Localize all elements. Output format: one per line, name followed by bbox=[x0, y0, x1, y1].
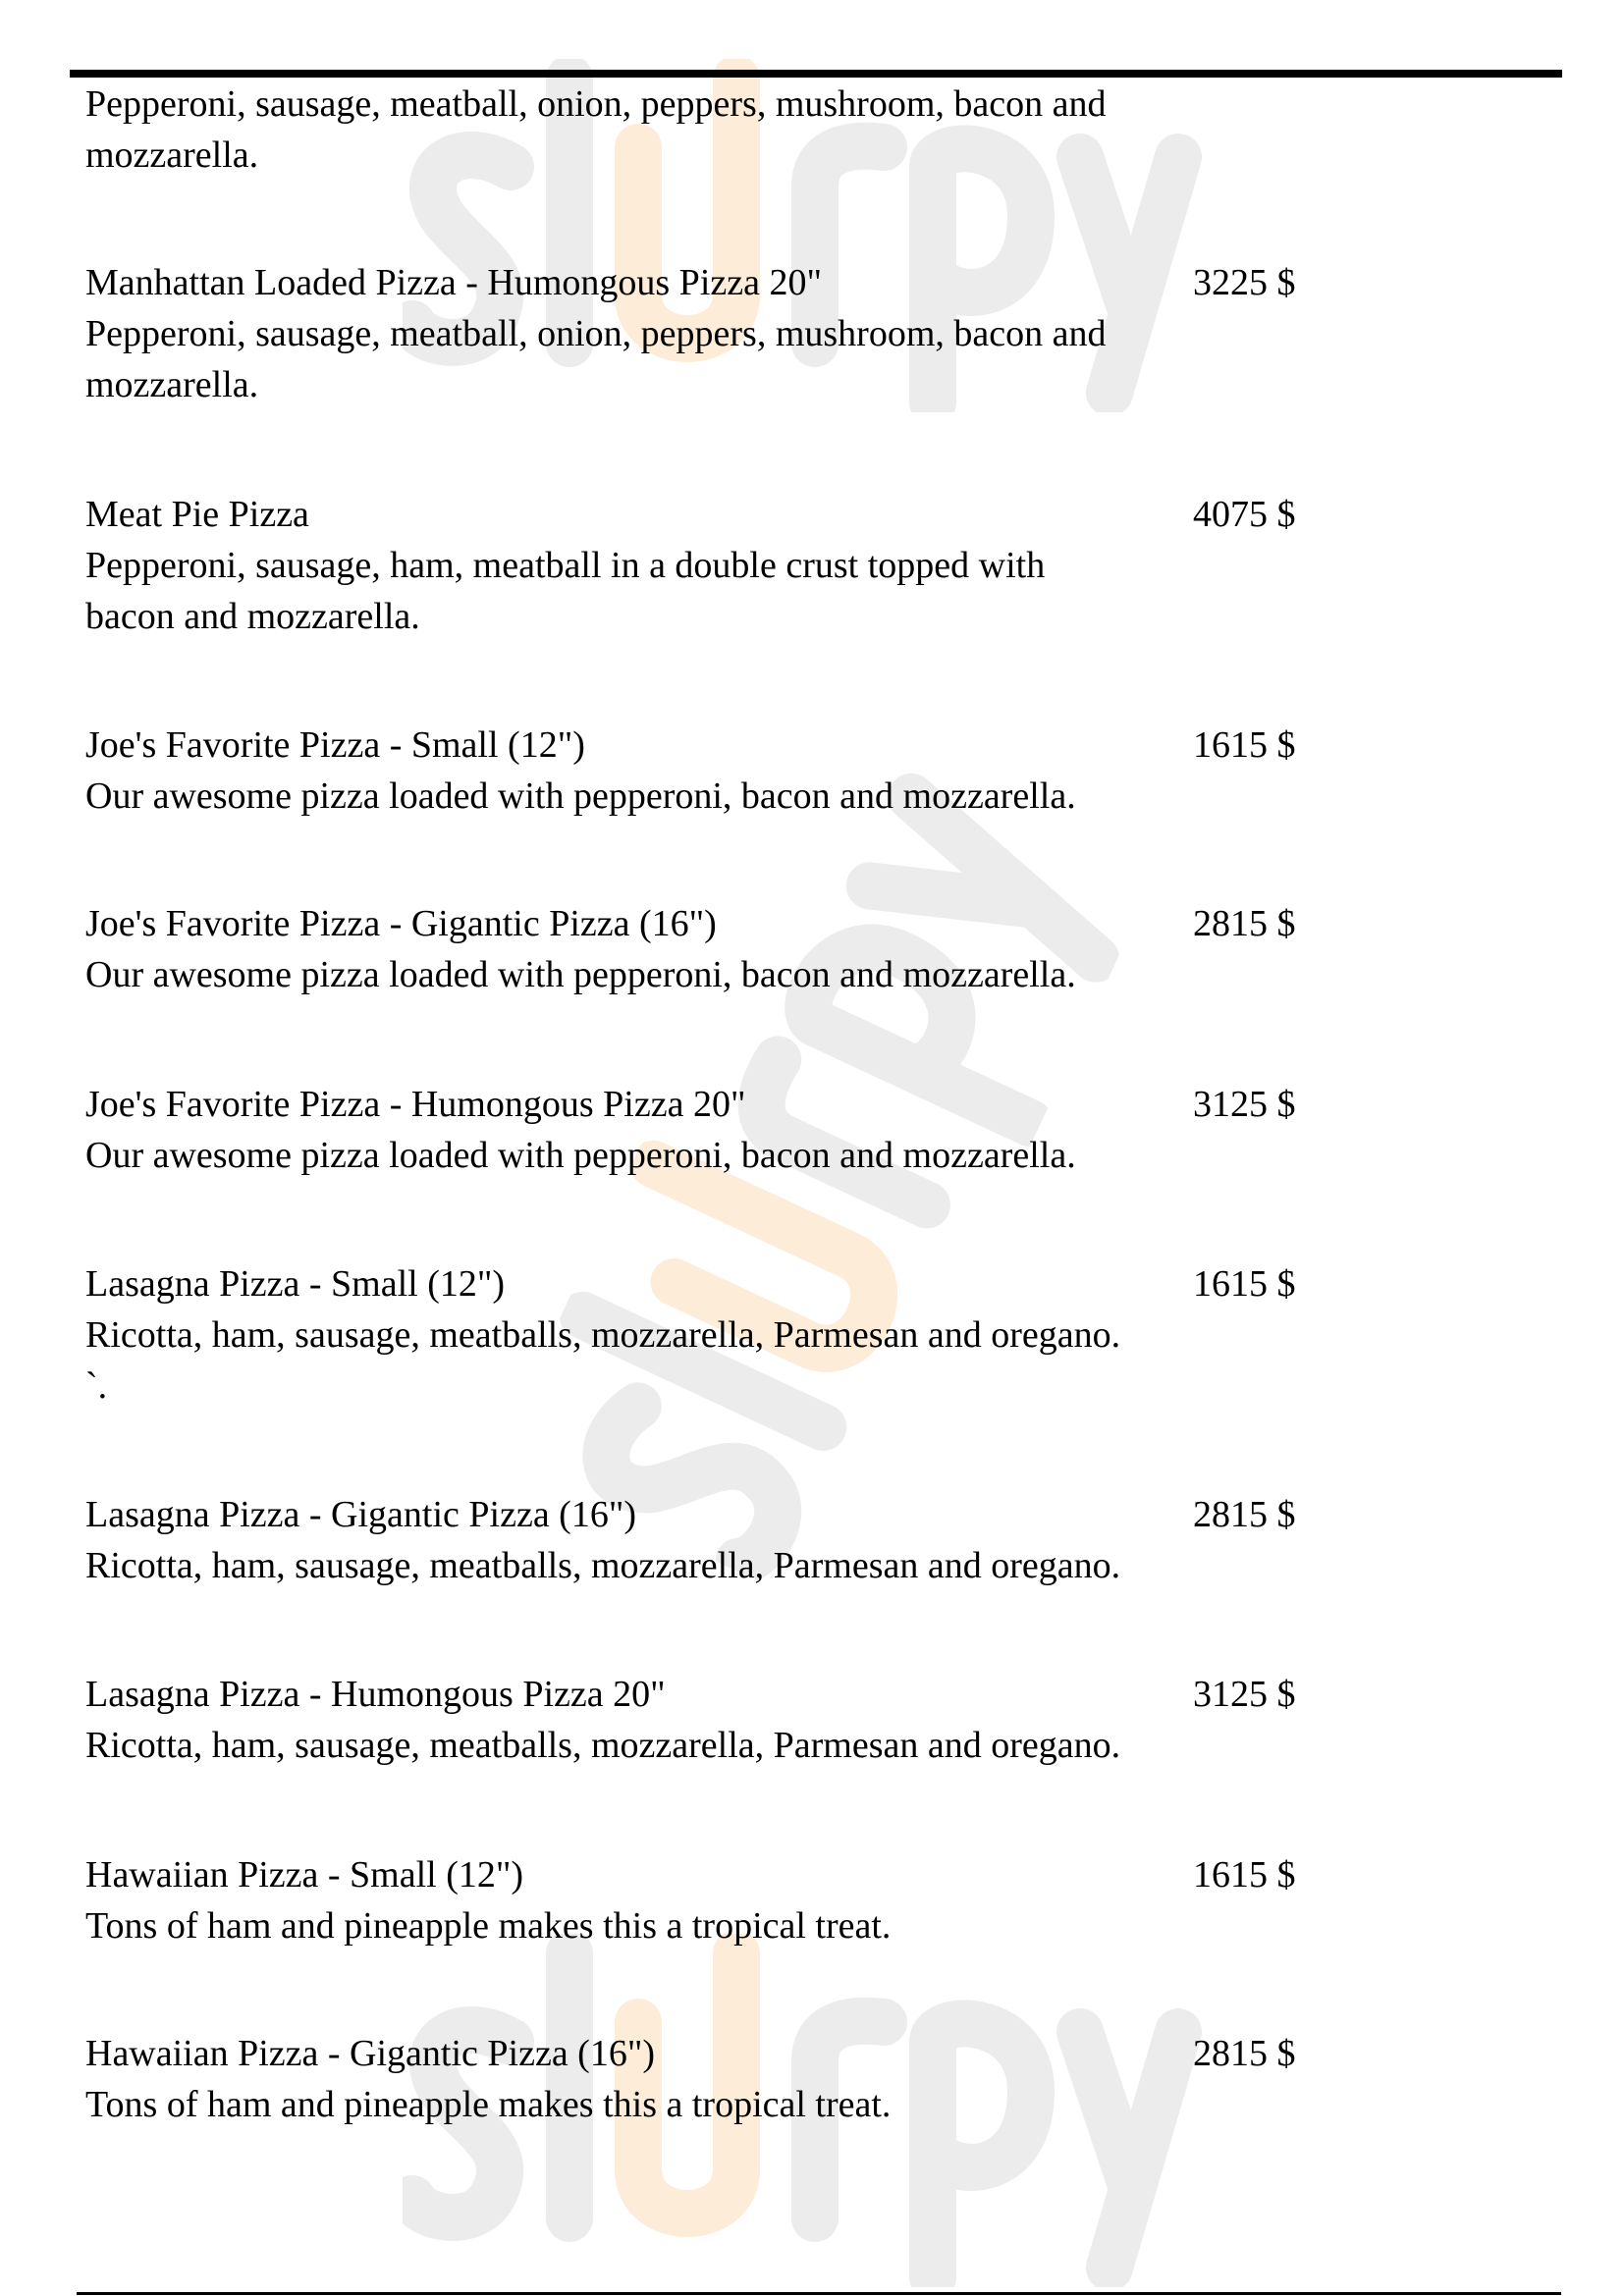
item-description: Pepperoni, sausage, meatball, onion, peppers, mushroom, bacon and mozzarella. bbox=[85, 83, 1107, 176]
item-title: Joe's Favorite Pizza - Small (12") bbox=[85, 724, 585, 766]
menu-item bbox=[85, 720, 1558, 822]
item-price: 2815 $ bbox=[1193, 903, 1296, 944]
top-divider bbox=[70, 70, 1562, 78]
item-price: 2815 $ bbox=[1193, 2033, 1296, 2074]
item-title: Manhattan Loaded Pizza - Humongous Pizza 20" bbox=[85, 262, 822, 303]
item-header bbox=[85, 1079, 1558, 1130]
item-description: Pepperoni, sausage, ham, meatball in a double crust topped with bacon and mozzarella. bbox=[85, 545, 1046, 637]
item-description: Our awesome pizza loaded with pepperoni, bacon and mozzarella. bbox=[85, 775, 1076, 817]
menu-item bbox=[85, 79, 1558, 181]
menu-item bbox=[85, 2028, 1558, 2130]
item-header bbox=[85, 1489, 1558, 1540]
menu-item bbox=[85, 1079, 1558, 1181]
item-header bbox=[85, 1669, 1558, 1720]
item-description: Tons of ham and pineapple makes this a tropical treat. bbox=[85, 1905, 892, 1947]
item-title: Hawaiian Pizza - Gigantic Pizza (16") bbox=[85, 2033, 656, 2074]
item-title: Meat Pie Pizza bbox=[85, 494, 309, 535]
item-description: Ricotta, ham, sausage, meatballs, mozzarella, Parmesan and oregano. bbox=[85, 1545, 1121, 1586]
item-header bbox=[85, 257, 1558, 308]
item-header bbox=[85, 2028, 1558, 2079]
item-description: Ricotta, ham, sausage, meatballs, mozzarella, Parmesan and oregano. bbox=[85, 1725, 1121, 1766]
menu-item bbox=[85, 1669, 1558, 1771]
menu-item bbox=[85, 1849, 1558, 1951]
menu-item bbox=[85, 257, 1558, 410]
item-price: 3225 $ bbox=[1193, 262, 1296, 303]
item-header bbox=[85, 1258, 1558, 1309]
item-price: 2815 $ bbox=[1193, 1494, 1296, 1535]
item-price: 4075 $ bbox=[1193, 494, 1296, 535]
item-description: Pepperoni, sausage, meatball, onion, peppers, mushroom, bacon and mozzarella. bbox=[85, 313, 1107, 405]
menu-item bbox=[85, 489, 1558, 642]
item-price: 1615 $ bbox=[1193, 1854, 1296, 1896]
item-title: Hawaiian Pizza - Small (12") bbox=[85, 1854, 524, 1896]
item-header bbox=[85, 1849, 1558, 1900]
bottom-divider bbox=[77, 2292, 1561, 2295]
item-description: Ricotta, ham, sausage, meatballs, mozzarella, Parmesan and oregano. `. bbox=[85, 1314, 1121, 1407]
item-title: Lasagna Pizza - Gigantic Pizza (16") bbox=[85, 1494, 637, 1535]
item-header bbox=[85, 898, 1558, 949]
item-title: Joe's Favorite Pizza - Humongous Pizza 20" bbox=[85, 1084, 746, 1125]
item-description: Tons of ham and pineapple makes this a tropical treat. bbox=[85, 2084, 892, 2125]
item-price: 1615 $ bbox=[1193, 1263, 1296, 1305]
item-title: Lasagna Pizza - Small (12") bbox=[85, 1263, 506, 1305]
item-title: Lasagna Pizza - Humongous Pizza 20" bbox=[85, 1674, 666, 1715]
menu-item bbox=[85, 1489, 1558, 1591]
item-header bbox=[85, 489, 1558, 540]
item-description: Our awesome pizza loaded with pepperoni, bacon and mozzarella. bbox=[85, 954, 1076, 995]
item-price: 3125 $ bbox=[1193, 1674, 1296, 1715]
item-price: 3125 $ bbox=[1193, 1084, 1296, 1125]
menu-item bbox=[85, 898, 1558, 1000]
item-price: 1615 $ bbox=[1193, 724, 1296, 766]
item-description: Our awesome pizza loaded with pepperoni, bacon and mozzarella. bbox=[85, 1135, 1076, 1176]
item-header bbox=[85, 720, 1558, 771]
item-title: Joe's Favorite Pizza - Gigantic Pizza (16") bbox=[85, 903, 717, 944]
menu-item bbox=[85, 1258, 1558, 1412]
